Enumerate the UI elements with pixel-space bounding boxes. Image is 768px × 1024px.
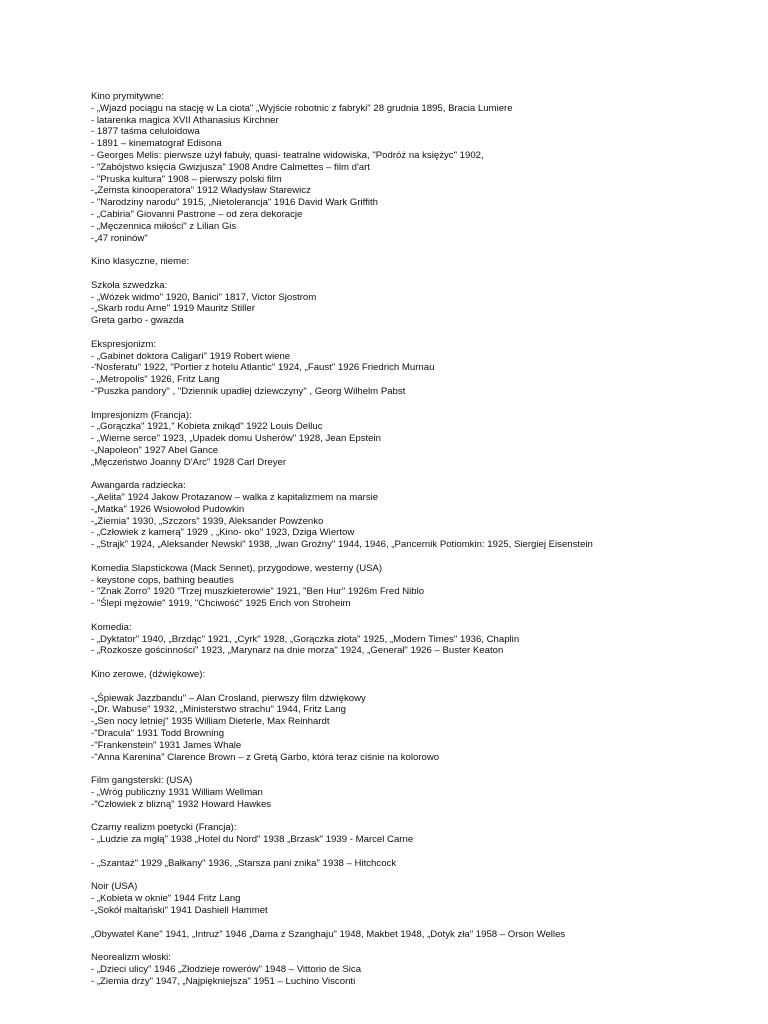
section-line-first: Impresjonizm (Francja): [91,409,192,421]
section-line: - Georges Melis: pierwsze użył fabuły, quasi- teatralne widowiska, "Podróż na księżyc" 1902, [91,149,484,161]
section-line-first: Awangarda radziecka: [91,480,186,492]
section-line: - „Strajk" 1924, „Aleksander Newski" 1938, „Iwan Groźny" 1944, 1946, „Pancernik Potiomkin: 1925, Siergiej Eisenstein [91,539,593,551]
text-section [91,881,751,916]
section-line: - „Gabinet doktora Caligari" 1919 Robert wiene [91,350,291,362]
section-line: -„Napoleon" 1927 Abel Gance [91,444,219,456]
text-section [91,622,751,657]
text-section [91,339,751,398]
section-line: -„Matka" 1926 Wsiowołod Pudowkin [91,503,245,515]
section-line: - "Znak Zorro" 1920 "Trzej muszkieterowie" 1921, "Ben Hur" 1926m Fred Niblo [91,586,425,598]
section-line: -"Dracula" 1931 Todd Browning [91,728,225,740]
text-section [91,280,751,327]
section-line-first: Czarny realizm poetycki (Francja): [91,822,237,834]
section-line: - „Kobieta w oknie" 1944 Fritz Lang [91,893,241,905]
text-section [91,410,751,469]
section-line: - 1877 taśma celuloidowa [91,126,200,138]
section-line: - „Ziemia drży" 1947, „Najpiękniejsza" 1951 – Luchino Visconti [91,975,356,987]
section-line: -'Nosferatu" 1922, "Portier z hotelu Atlantic" 1924, „Faust" 1926 Friedrich Murnau [91,362,435,374]
section-line-first: Ekspresjonizm: [91,338,157,350]
section-line-first: Kino zerowe, (dźwiękowe): [91,669,206,681]
text-section [91,858,751,870]
section-line: - „Wózek widmo" 1920, Banici" 1817, Victor Sjostrom [91,291,317,303]
section-line: -„Dr. Wabuse" 1932, „Ministerstwo strachu" 1944, Fritz Lang [91,704,346,716]
section-line: -"Człowiek z blizną" 1932 Howard Hawkes [91,798,272,810]
section-line: -"Anna Karenina" Clarence Brown – z Gretą Garbo, która teraz ciśnie na kolorowo [91,751,440,763]
section-line: - latarenka magica XVII Athanasius Kirchner [91,114,279,126]
text-section [91,669,751,681]
text-section [91,775,751,810]
text-section [91,91,751,244]
text-section [91,256,751,268]
document-body [91,91,751,988]
section-line: - „Ludzie za mgłą" 1938 „Hotel du Nord" 1938 „Brzask" 1939 - Marcel Carne [91,834,414,846]
section-line-first: Kino prymitywne: [91,91,165,102]
section-line-first: „Obywatel Kane" 1941, „Intruz" 1946 „Dama z Szanghaju" 1948, Makbet 1948, „Dotyk zła" 1958 – Orson Welles [91,928,566,940]
section-line: - „Wierne serce" 1923, „Upadek domu Usherów" 1928, Jean Epstein [91,433,381,445]
section-line: -„47 roninów" [91,232,148,244]
section-line-first: Komedia: [91,621,132,633]
section-line: - keystone cops, bathing beauties [91,574,234,586]
section-line: - „Wjazd pociągu na stację w La ciota" „Wyjście robotnic z fabryki" 28 grudnia 1895, Bracia Lumiere [91,102,513,114]
text-section [91,929,751,941]
section-line: - "Zabójstwo księcia Gwizjusza" 1908 Andre Calmettes – film d'art [91,161,370,173]
section-line-first: Film gangsterski: (USA) [91,775,193,787]
section-line: -"Frankenstein" 1931 James Whale [91,739,242,751]
section-line: -„Zemsta kinooperatora" 1912 Władysław Starewicz [91,185,311,197]
section-line: -„Sokół maltański" 1941 Dashiell Hammet [91,904,268,916]
section-line: - „Człowiek z kamerą" 1929 , „Kino- oko" 1923, Dziga Wiertow [91,527,355,539]
section-line: - „Metropolis" 1926, Fritz Lang [91,374,220,386]
section-line: -„Ziemia" 1930, „Szczors" 1939, Aleksander Powżenko [91,515,324,527]
section-line: - 1891 – kinematograf Edisona [91,138,222,150]
section-line: -"Puszka pandory" , "Dziennik upadłej dziewczyny" , Georg Wilhelm Pabst [91,385,406,397]
section-line-first: Szkoła szwedzka: [91,279,168,291]
section-line: - „Męczennica miłości" z Lilian Gis [91,220,237,232]
section-line-first: -„Śpiewak Jazzbandu" – Alan Crosland, pierwszy film dźwiękowy [91,692,366,704]
section-line: - „Dzieci ulicy" 1946 „Złodzieje rowerów" 1948 – Vittorio de Sica [91,963,362,975]
text-section [91,693,751,764]
section-line: - "Narodziny narodu" 1915, „Nietolerancja" 1916 David Wark Griffith [91,197,378,209]
section-line-first: Neorealizm włoski: [91,952,171,964]
section-line: -„Aelita" 1924 Jakow Protazanow – walka z kapitalizmem na marsie [91,492,379,504]
section-line-first: Komedia Slapstickowa (Mack Sennet), przygodowe, westerny (USA) [91,562,383,574]
section-line: „Męczeństwo Joanny D'Arc" 1928 Carl Dreyer [91,456,287,468]
section-line: -„Sen nocy letniej" 1935 William Dieterle, Max Reinhardt [91,716,330,728]
text-section [91,480,751,551]
section-line: - „Rozkosze gościnności" 1923, „Marynarz na dnie morza" 1924, „Generał" 1926 – Buster Keaton [91,645,504,657]
section-line-first: - „Szantaż" 1929 „Bałkany" 1936, „Starsza pani znika" 1938 – Hitchcock [91,857,397,869]
text-section [91,563,751,610]
section-line: - „Dyktator" 1940, „Brzdąc" 1921, „Cyrk" 1928, „Gorączka złota" 1925, „Modern Times" 1936, Chaplin [91,633,520,645]
section-line: - „Wróg publiczny 1931 William Wellman [91,787,263,799]
section-line: - „Cabiria" Giovanni Pastrone – od zera dekoracje [91,208,303,220]
section-line: - „Gorączka" 1921," Kobieta znikąd" 1922 Louis Delluc [91,421,323,433]
section-line: -„Skarb rodu Arne" 1919 Mauritz Stiller [91,303,255,315]
text-section [91,822,751,846]
section-line-first: Noir (USA) [91,881,138,893]
section-line: - "Ślepi mężowie" 1919, "Chciwość" 1925 Erich von Stroheim [91,598,351,610]
text-section [91,952,751,987]
section-line: - "Pruska kultura" 1908 – pierwszy polski film [91,173,282,185]
section-line-first: Kino klasyczne, nieme: [91,256,190,268]
section-line: Greta garbo - gwazda [91,315,184,327]
